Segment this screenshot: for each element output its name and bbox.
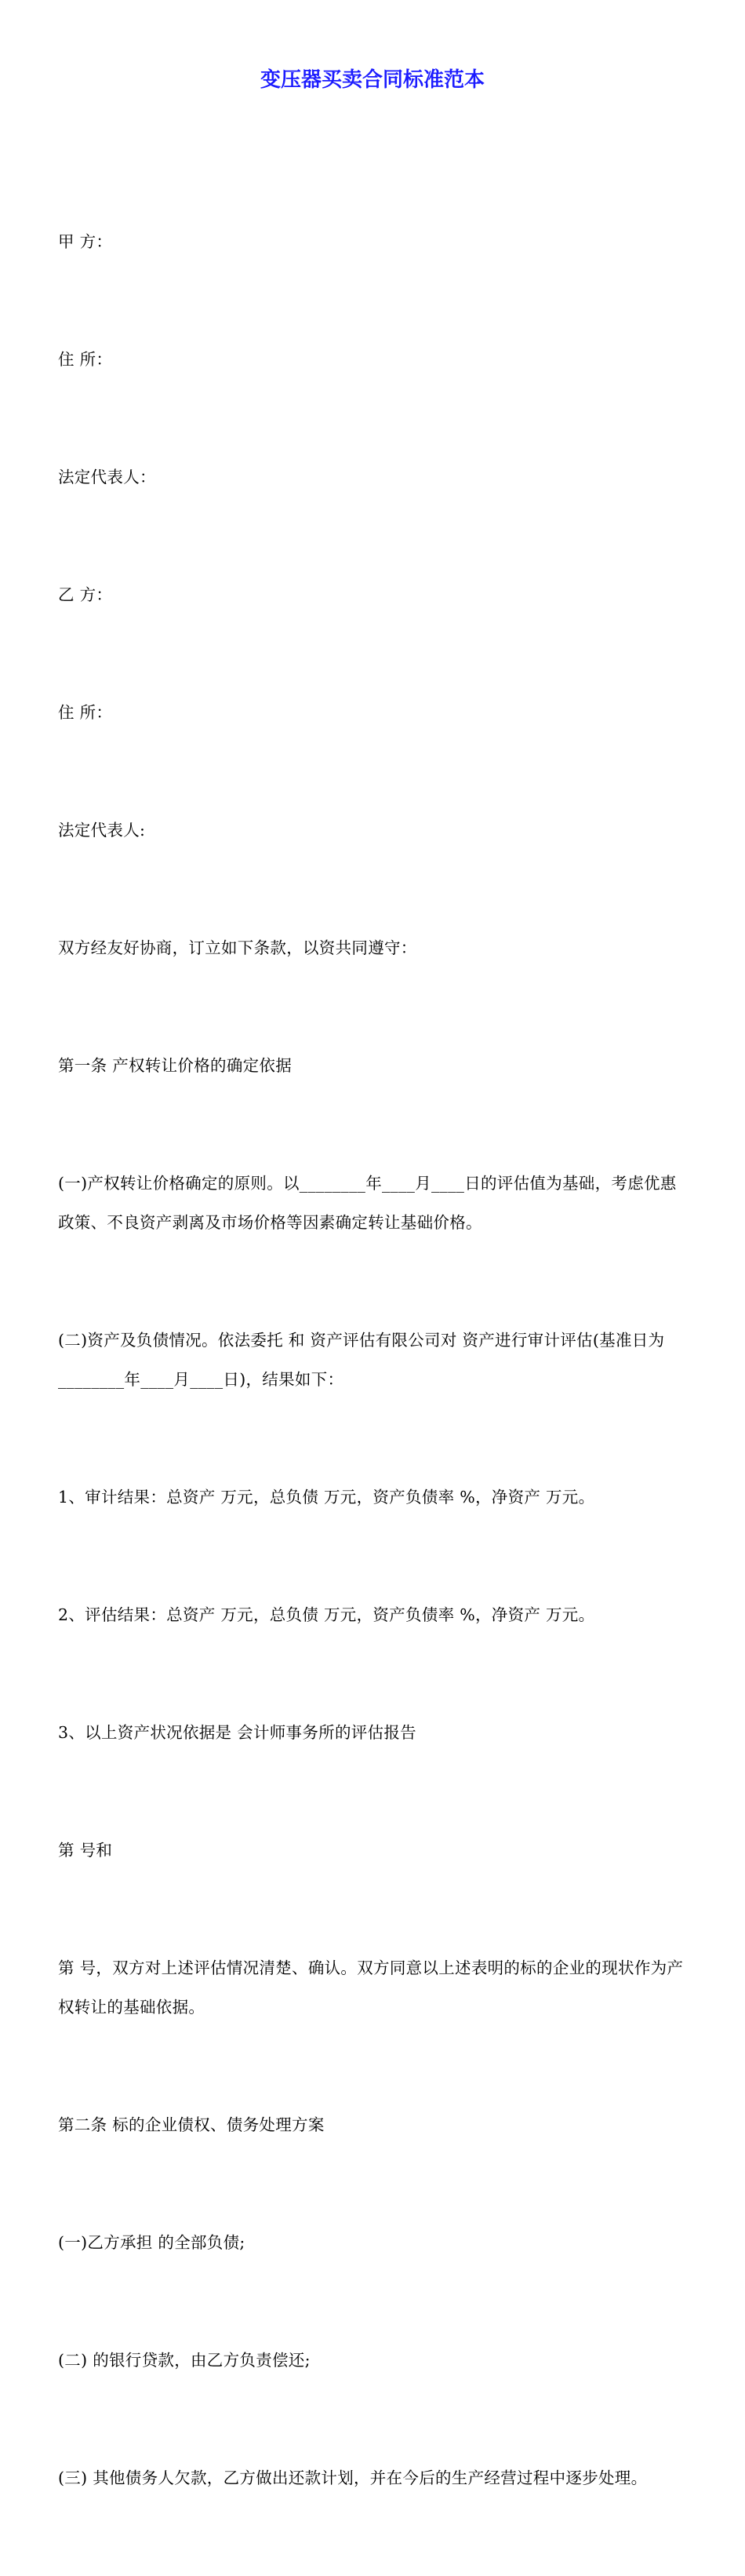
report-number-line: 第 号和 <box>58 1841 113 1860</box>
article-2-clause-2: (二) 的银行贷款，由乙方负责偿还; <box>58 2351 311 2370</box>
confirmation-paragraph: 第 号，双方对上述评估情况清楚、确认。双方同意以上述表明的标的企业的现状作为产权转让的基础依据。 <box>58 1958 684 2017</box>
preamble: 双方经友好协商，订立如下条款，以资共同遵守： <box>58 938 417 957</box>
party-a-legal-representative: 法定代表人： <box>58 468 156 486</box>
article-1-clause-1: (一)产权转让价格确定的原则。以________年____月____日的评估值为基础，考虑优惠政策、不良资产剥离及市场价格等因素确定转让基础价格。 <box>58 1174 677 1232</box>
party-b-legal-representative: 法定代表人: <box>58 821 146 840</box>
article-2-clause-1: (一)乙方承担 的全部负债; <box>58 2233 245 2252</box>
party-b-label: 乙 方： <box>58 585 113 604</box>
party-a-label: 甲 方： <box>58 232 113 251</box>
document-body <box>58 144 692 2576</box>
article-1-heading: 第一条 产权转让价格的确定依据 <box>58 1056 293 1075</box>
appraisal-result: 2、评估结果：总资产 万元，总负债 万元，资产负债率 %，净资产 万元。 <box>58 1605 595 1624</box>
party-b-address: 住 所： <box>58 703 113 722</box>
article-1-clause-2: (二)资产及负债情况。依法委托 和 资产评估有限公司对 资产进行审计评估(基准日为________年____月____日)，结果如下： <box>58 1331 665 1389</box>
audit-result: 1、审计结果：总资产 万元，总负债 万元，资产负债率 %，净资产 万元。 <box>58 1488 595 1507</box>
basis-statement: 3、以上资产状况依据是 会计师事务所的评估报告 <box>58 1723 416 1742</box>
party-a-address: 住 所： <box>58 350 113 369</box>
article-2-heading: 第二条 标的企业债权、债务处理方案 <box>58 2115 325 2134</box>
document-title: 变压器买卖合同标准范本 <box>260 68 485 92</box>
article-2-clause-3: (三) 其他债务人欠款，乙方做出还款计划，并在今后的生产经营过程中逐步处理。 <box>58 2469 648 2487</box>
